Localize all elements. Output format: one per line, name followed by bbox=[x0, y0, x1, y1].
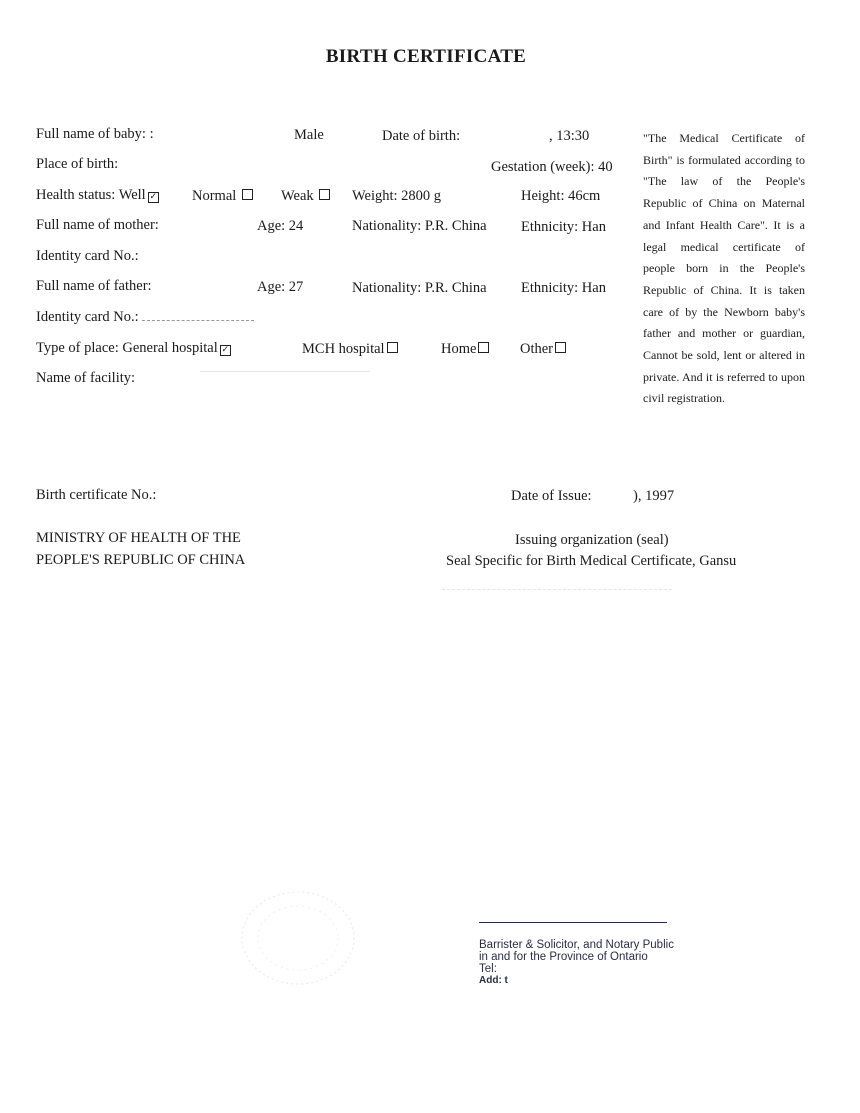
weight: Weight: 2800 g bbox=[352, 188, 442, 204]
ministry-line-2: PEOPLE'S REPUBLIC OF CHINA bbox=[36, 552, 246, 568]
father-id bbox=[36, 308, 254, 326]
baby-name-label: Full name of baby: : bbox=[36, 126, 154, 142]
issue-date-label: Date of Issue: bbox=[511, 488, 592, 504]
mother-name-label: Full name of mother: bbox=[36, 217, 159, 233]
health-normal-label: Normal bbox=[192, 188, 237, 204]
place-other-label: Other bbox=[520, 341, 554, 357]
health-normal bbox=[192, 187, 253, 205]
mother-ethnicity: Ethnicity: Han bbox=[521, 219, 606, 235]
notary-tel: Tel: bbox=[479, 963, 497, 975]
notary-stamp bbox=[479, 922, 679, 987]
place-type-label: Type of place: General hospital bbox=[36, 340, 218, 356]
place-other-checkbox[interactable] bbox=[555, 342, 566, 353]
father-age: Age: 27 bbox=[257, 279, 304, 295]
father-ethnicity: Ethnicity: Han bbox=[521, 280, 606, 296]
faint-line bbox=[200, 371, 370, 372]
dob-value: , 13:30 bbox=[549, 128, 590, 144]
page-title: BIRTH CERTIFICATE bbox=[325, 46, 527, 67]
health-well-checkbox[interactable]: ✓ bbox=[149, 192, 157, 202]
notary-line-1: Barrister & Solicitor, and Notary Public bbox=[479, 939, 674, 951]
facility-label: Name of facility: bbox=[36, 370, 136, 386]
cert-no-label: Birth certificate No.: bbox=[36, 487, 157, 503]
health-weak-label: Weak bbox=[281, 188, 314, 204]
health-normal-checkbox[interactable] bbox=[242, 189, 253, 200]
place-mch-label: MCH hospital bbox=[302, 341, 385, 357]
place-of-birth-label: Place of birth: bbox=[36, 156, 119, 172]
place-general-checkbox[interactable]: ✓ bbox=[221, 345, 230, 355]
side-note: "The Medical Certificate of Birth" is formulated according to "The law of the People's Republic of China on Maternal and Infant Health Care". It is a legal medical certificate of people born in the People's Republic of China. It is taken care of by the Newborn baby's father and mother or guardian, Cannot be sold, lent or altered in private. And it is referred to upon civil registration. bbox=[643, 131, 805, 406]
health-status-label: Health status: Well bbox=[36, 187, 146, 203]
issue-date-value: ), 1997 bbox=[633, 488, 675, 504]
place-home-label: Home bbox=[441, 341, 477, 357]
height: Height: 46cm bbox=[521, 188, 601, 204]
faint-seal-line bbox=[442, 589, 672, 590]
health-status bbox=[36, 186, 159, 204]
notary-address: Add: t bbox=[479, 975, 508, 986]
dob-label: Date of birth: bbox=[382, 128, 461, 144]
father-name-label: Full name of father: bbox=[36, 278, 152, 294]
redacted-id bbox=[142, 312, 254, 321]
place-other bbox=[520, 340, 566, 358]
gestation: Gestation (week): 40 bbox=[491, 159, 613, 175]
place-type bbox=[36, 339, 231, 357]
father-id-label: Identity card No.: bbox=[36, 309, 139, 325]
place-home-checkbox[interactable] bbox=[478, 342, 489, 353]
notary-signature-line bbox=[479, 922, 667, 923]
place-home bbox=[441, 340, 489, 358]
place-mch-checkbox[interactable] bbox=[387, 342, 398, 353]
issuing-organization: Issuing organization (seal) bbox=[515, 532, 669, 548]
notary-line-2: in and for the Province of Ontario bbox=[479, 951, 648, 963]
father-nationality: Nationality: P.R. China bbox=[352, 280, 487, 296]
ministry-line-1: MINISTRY OF HEALTH OF THE bbox=[36, 530, 241, 546]
mother-id-label: Identity card No.: bbox=[36, 248, 139, 264]
place-mch bbox=[302, 340, 398, 358]
baby-sex: Male bbox=[294, 127, 324, 143]
mother-age: Age: 24 bbox=[257, 218, 304, 234]
health-weak-checkbox[interactable] bbox=[319, 189, 330, 200]
health-weak bbox=[281, 187, 330, 205]
faint-stamp-impression bbox=[238, 888, 358, 988]
mother-nationality: Nationality: P.R. China bbox=[352, 218, 487, 234]
seal-text: Seal Specific for Birth Medical Certificate, Gansu bbox=[446, 553, 737, 569]
